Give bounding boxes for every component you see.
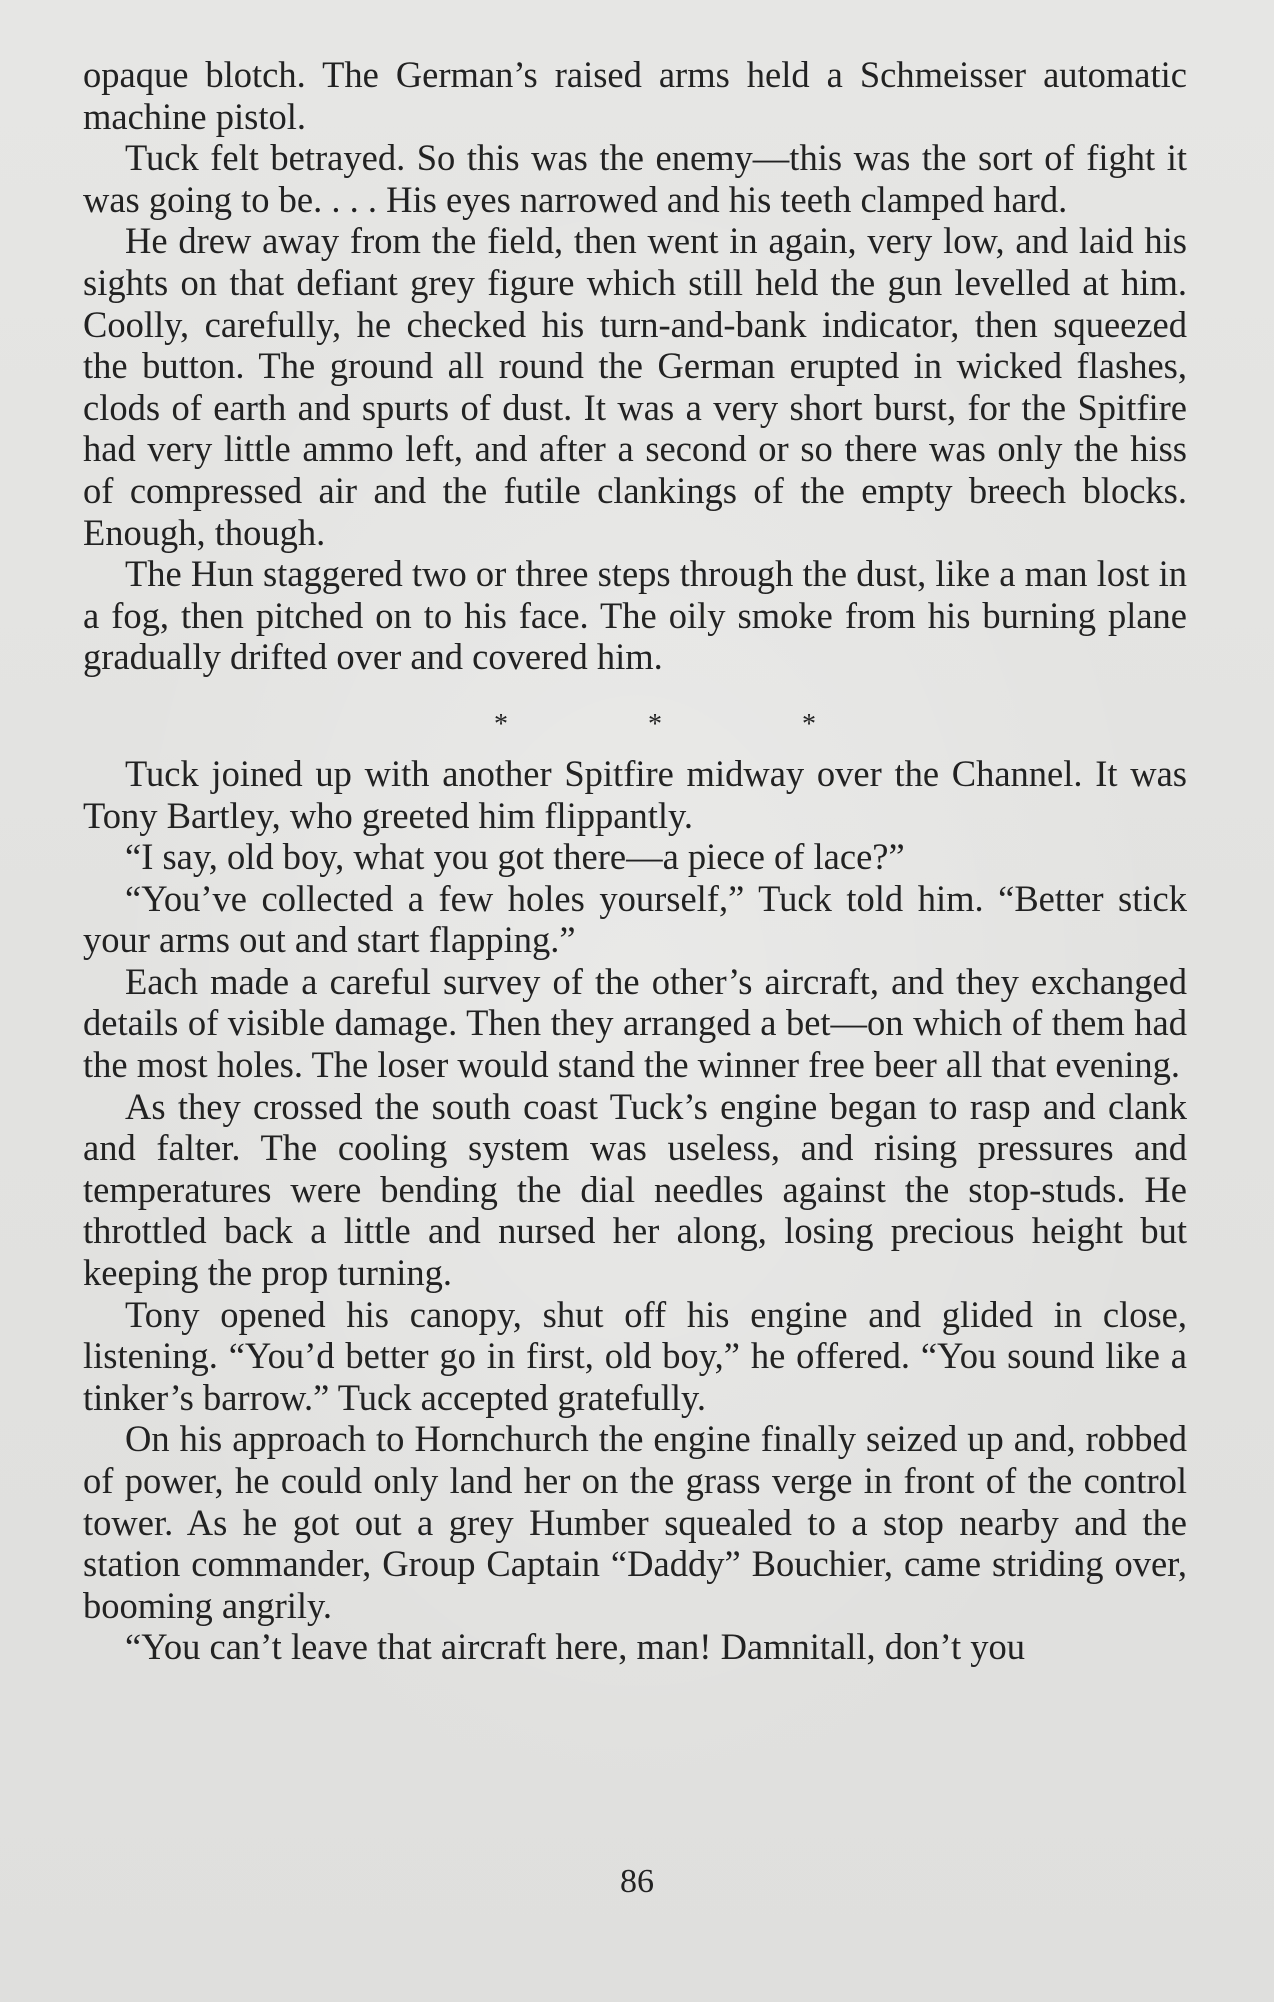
paragraph-10: Tony opened his canopy, shut off his engine and glided in close, listening. “You’d better go in first, old boy,” he offered. “You sound like a tinker’s barrow.” Tuck accepted gratefully. xyxy=(83,1293,1187,1418)
paragraph-4: The Hun staggered two or three steps through the dust, like a man lost in a fog, then pitched on to his face. The oily smoke from his burning plane gradually drifted over and covered him. xyxy=(83,553,1187,678)
paragraph-6: “I say, old boy, what you got there—a piece of lace?” xyxy=(125,836,905,878)
body-text xyxy=(83,54,1187,1668)
paragraph-9: As they crossed the south coast Tuck’s engine began to rasp and clank and falter. The cooling system was useless, and rising pressures and temperatures were bending the dial needles against the stop-studs. He throttled back a little and nursed her along, losing precious height but keeping the prop turning. xyxy=(83,1085,1187,1294)
page-number: 86 xyxy=(620,1863,654,1900)
paragraph-2: Tuck felt betrayed. So this was the enemy—this was the sort of fight it was going to be. . . . His eyes narrowed and his teeth clamped hard. xyxy=(83,137,1187,220)
paragraph-7: “You’ve collected a few holes yourself,” Tuck told him. “Better stick your arms out and start flapping.” xyxy=(83,877,1187,961)
paragraph-11: On his approach to Hornchurch the engine finally seized up and, robbed of power, he could only land her on the grass verge in front of the control tower. As he got out a grey Humber squealed to a stop nearby and the station commander, Group Captain “Daddy” Bouchier, came striding over, booming angrily. xyxy=(83,1418,1187,1626)
paragraph-1: opaque blotch. The German’s raised arms held a Schmeisser automatic machine pistol. xyxy=(83,54,1187,137)
paragraph-5: Tuck joined up with another Spitfire midway over the Channel. It was Tony Bartley, who greeted him flippantly. xyxy=(83,752,1187,836)
section-break xyxy=(123,678,1187,753)
paragraph-12: “You can’t leave that aircraft here, man! Damnitall, don’t you xyxy=(125,1626,1026,1668)
paragraph-8: Each made a careful survey of the other’s aircraft, and they exchanged details of visible damage. Then they arranged a bet—on which of them had the most holes. The loser would stand the winner free beer all that evening. xyxy=(83,960,1187,1086)
section-break-star: * xyxy=(802,708,816,740)
paragraph-3: He drew away from the field, then went in again, very low, and laid his sights on that defiant grey figure which still held the gun levelled at him. Coolly, carefully, he checked his turn-and-bank indicator, then squeezed the button. The ground all round the German erupted in wicked flashes, clods of earth and spurts of dust. It was a very short burst, for the Spitfire had very little ammo left, and after a second or so there was only the hiss of compressed air and the futile clankings of the empty breech blocks. Enough, though. xyxy=(83,220,1187,553)
section-break-star: * xyxy=(648,708,662,740)
section-break-star: * xyxy=(494,708,508,740)
